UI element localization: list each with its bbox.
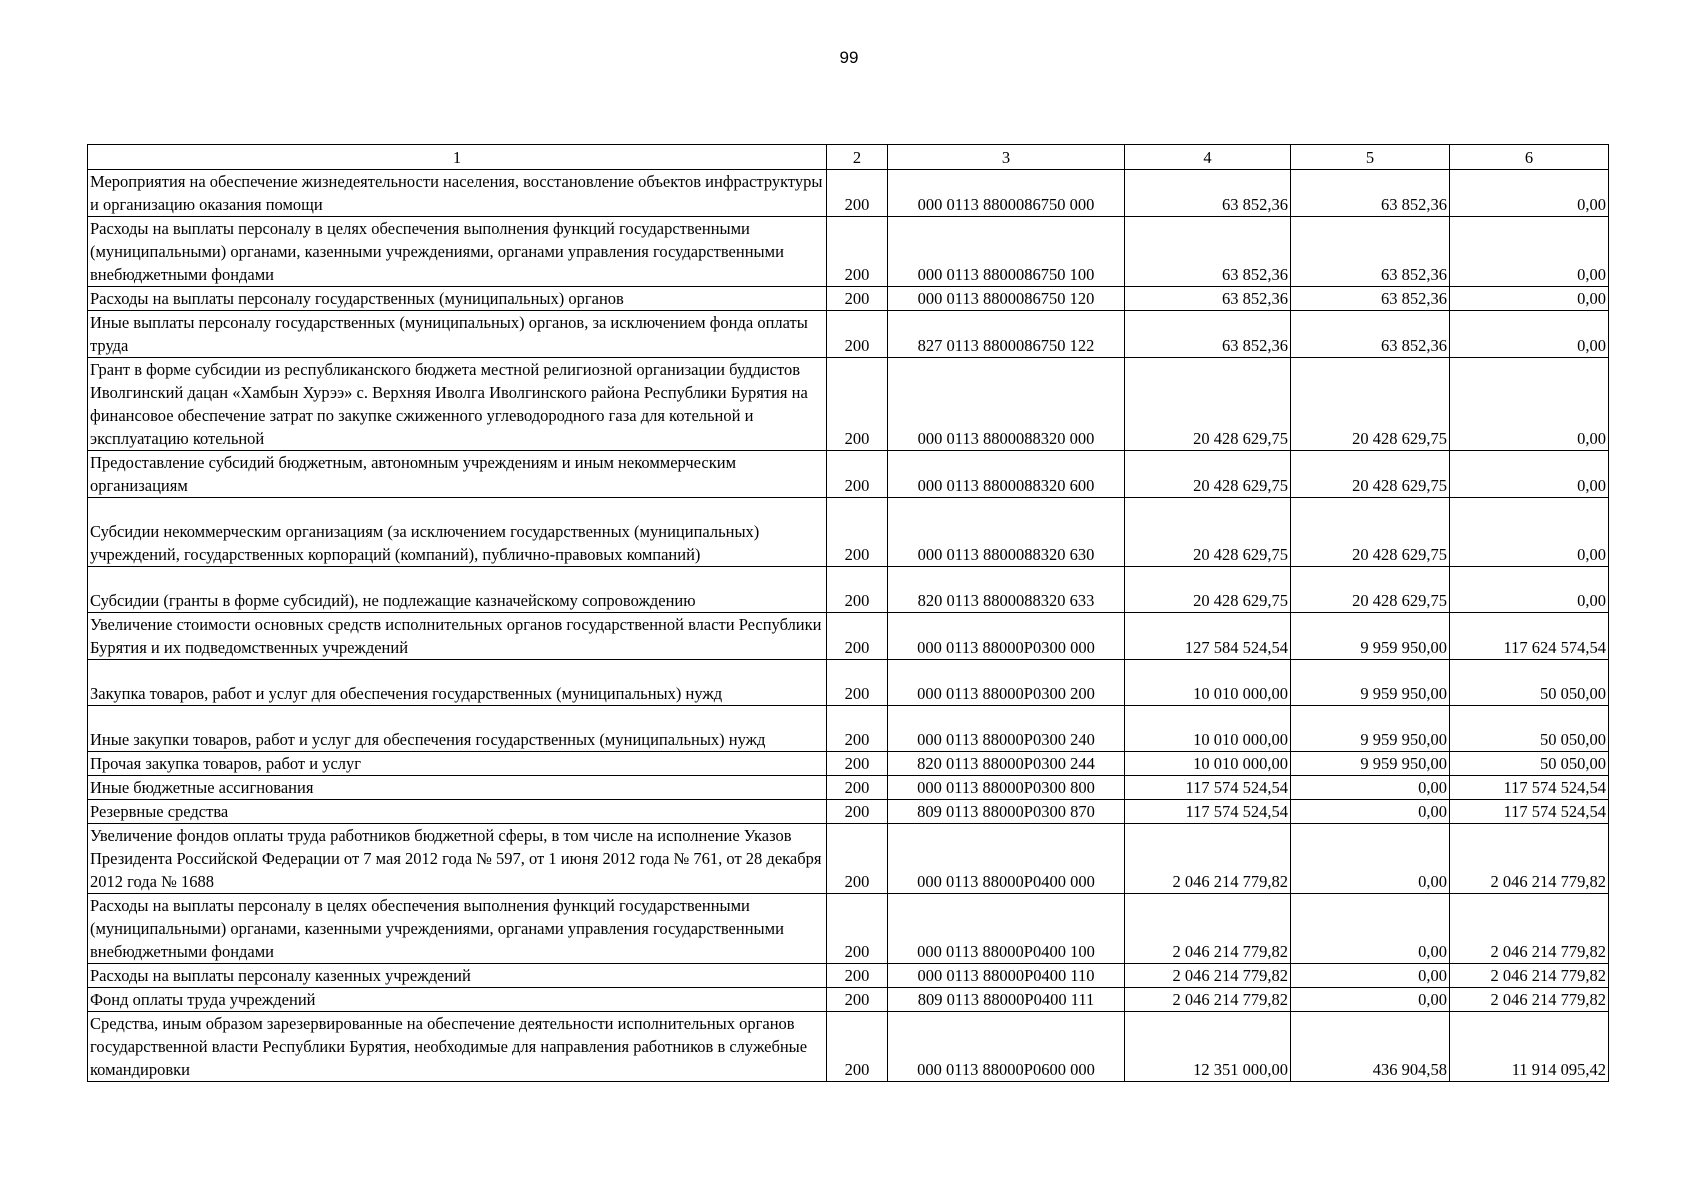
row-name-cell: Грант в форме субсидии из республиканского бюджета местной религиозной организации буддистов Иволгинский дацан «Хамбын Хурээ» с. Верхняя Иволга Иволгинского района Республики Бурятия на финансовое обеспечение затрат по закупке сжиженного углеводородного газа для котельной и эксплуатацию котельной [88, 358, 827, 451]
row-amount-approved-cell: 117 574 524,54 [1125, 776, 1291, 800]
row-admin-cell: 200 [827, 613, 888, 660]
row-name-cell: Иные бюджетные ассигнования [88, 776, 827, 800]
row-amount-remainder-cell: 0,00 [1450, 358, 1609, 451]
row-amount-approved-cell: 12 351 000,00 [1125, 1012, 1291, 1082]
row-code-cell: 000 0113 88000P0300 800 [888, 776, 1125, 800]
row-name-cell: Мероприятия на обеспечение жизнедеятельности населения, восстановление объектов инфраструктуры и организацию оказания помощи [88, 170, 827, 217]
column-header: 2 [827, 145, 888, 170]
row-amount-approved-cell: 63 852,36 [1125, 287, 1291, 311]
row-amount-executed-cell: 436 904,58 [1291, 1012, 1450, 1082]
row-amount-approved-cell: 2 046 214 779,82 [1125, 824, 1291, 894]
table-row [88, 613, 1609, 660]
row-code-cell: 000 0113 8800088320 600 [888, 451, 1125, 498]
page-number: 99 [839, 48, 859, 67]
column-header: 4 [1125, 145, 1291, 170]
row-amount-remainder-cell: 2 046 214 779,82 [1450, 988, 1609, 1012]
column-number-row [88, 145, 1609, 170]
row-amount-remainder-cell: 117 624 574,54 [1450, 613, 1609, 660]
column-header: 6 [1450, 145, 1609, 170]
row-amount-approved-cell: 10 010 000,00 [1125, 752, 1291, 776]
row-amount-approved-cell: 20 428 629,75 [1125, 358, 1291, 451]
row-amount-executed-cell: 0,00 [1291, 894, 1450, 964]
row-admin-cell: 200 [827, 824, 888, 894]
row-name-cell: Увеличение стоимости основных средств исполнительных органов государственной власти Республики Бурятия и их подведомственных учреждений [88, 613, 827, 660]
row-name-cell: Закупка товаров, работ и услуг для обеспечения государственных (муниципальных) нужд [88, 660, 827, 706]
row-code-cell: 820 0113 8800088320 633 [888, 567, 1125, 613]
table-row [88, 287, 1609, 311]
row-amount-remainder-cell: 50 050,00 [1450, 752, 1609, 776]
row-admin-cell: 200 [827, 1012, 888, 1082]
table-row [88, 170, 1609, 217]
row-admin-cell: 200 [827, 894, 888, 964]
column-header: 5 [1291, 145, 1450, 170]
table-row [88, 894, 1609, 964]
table-row [88, 752, 1609, 776]
row-amount-executed-cell: 0,00 [1291, 964, 1450, 988]
row-amount-remainder-cell: 0,00 [1450, 170, 1609, 217]
row-admin-cell: 200 [827, 660, 888, 706]
row-name-cell: Субсидии (гранты в форме субсидий), не подлежащие казначейскому сопровождению [88, 567, 827, 613]
row-code-cell: 000 0113 88000P0300 200 [888, 660, 1125, 706]
row-admin-cell: 200 [827, 358, 888, 451]
row-code-cell: 000 0113 8800088320 000 [888, 358, 1125, 451]
table-row [88, 706, 1609, 752]
row-code-cell: 000 0113 88000P0400 000 [888, 824, 1125, 894]
row-amount-executed-cell: 0,00 [1291, 800, 1450, 824]
table-row [88, 498, 1609, 567]
row-amount-approved-cell: 20 428 629,75 [1125, 451, 1291, 498]
row-admin-cell: 200 [827, 988, 888, 1012]
table-row [88, 1012, 1609, 1082]
budget-table [87, 144, 1609, 1082]
table-row [88, 660, 1609, 706]
row-amount-remainder-cell: 117 574 524,54 [1450, 776, 1609, 800]
row-amount-approved-cell: 2 046 214 779,82 [1125, 964, 1291, 988]
row-code-cell: 809 0113 88000P0300 870 [888, 800, 1125, 824]
row-amount-executed-cell: 20 428 629,75 [1291, 498, 1450, 567]
row-admin-cell: 200 [827, 170, 888, 217]
row-name-cell: Расходы на выплаты персоналу государственных (муниципальных) органов [88, 287, 827, 311]
row-amount-remainder-cell: 2 046 214 779,82 [1450, 824, 1609, 894]
row-amount-executed-cell: 0,00 [1291, 776, 1450, 800]
row-code-cell: 000 0113 88000P0600 000 [888, 1012, 1125, 1082]
row-amount-executed-cell: 9 959 950,00 [1291, 660, 1450, 706]
column-header: 1 [88, 145, 827, 170]
row-amount-executed-cell: 63 852,36 [1291, 287, 1450, 311]
row-admin-cell: 200 [827, 752, 888, 776]
row-name-cell: Увеличение фондов оплаты труда работников бюджетной сферы, в том числе на исполнение Указов Президента Российской Федерации от 7 мая 2012 года № 597, от 1 июня 2012 года № 761, от 28 декабря 2012 года № 1688 [88, 824, 827, 894]
row-name-cell: Субсидии некоммерческим организациям (за исключением государственных (муниципальных) учреждений, государственных корпораций (компаний), публично-правовых компаний) [88, 498, 827, 567]
row-code-cell: 820 0113 88000P0300 244 [888, 752, 1125, 776]
row-amount-executed-cell: 9 959 950,00 [1291, 706, 1450, 752]
table-row [88, 311, 1609, 358]
row-amount-approved-cell: 63 852,36 [1125, 217, 1291, 287]
row-amount-remainder-cell: 50 050,00 [1450, 660, 1609, 706]
row-amount-approved-cell: 10 010 000,00 [1125, 706, 1291, 752]
row-name-cell: Иные выплаты персоналу государственных (муниципальных) органов, за исключением фонда оплаты труда [88, 311, 827, 358]
row-amount-executed-cell: 9 959 950,00 [1291, 613, 1450, 660]
row-name-cell: Иные закупки товаров, работ и услуг для обеспечения государственных (муниципальных) нужд [88, 706, 827, 752]
row-amount-executed-cell: 63 852,36 [1291, 170, 1450, 217]
row-amount-approved-cell: 63 852,36 [1125, 311, 1291, 358]
row-admin-cell: 200 [827, 217, 888, 287]
row-amount-executed-cell: 0,00 [1291, 988, 1450, 1012]
row-name-cell: Расходы на выплаты персоналу казенных учреждений [88, 964, 827, 988]
row-code-cell: 000 0113 88000P0400 110 [888, 964, 1125, 988]
row-code-cell: 827 0113 8800086750 122 [888, 311, 1125, 358]
row-admin-cell: 200 [827, 800, 888, 824]
row-code-cell: 000 0113 8800086750 100 [888, 217, 1125, 287]
table-row [88, 964, 1609, 988]
row-amount-executed-cell: 20 428 629,75 [1291, 567, 1450, 613]
table-row [88, 776, 1609, 800]
row-code-cell: 000 0113 8800086750 000 [888, 170, 1125, 217]
row-code-cell: 000 0113 88000P0300 000 [888, 613, 1125, 660]
row-name-cell: Фонд оплаты труда учреждений [88, 988, 827, 1012]
row-amount-remainder-cell: 0,00 [1450, 567, 1609, 613]
row-admin-cell: 200 [827, 498, 888, 567]
table-row [88, 358, 1609, 451]
row-admin-cell: 200 [827, 706, 888, 752]
row-amount-remainder-cell: 2 046 214 779,82 [1450, 964, 1609, 988]
row-code-cell: 809 0113 88000P0400 111 [888, 988, 1125, 1012]
row-amount-remainder-cell: 0,00 [1450, 287, 1609, 311]
row-amount-remainder-cell: 0,00 [1450, 311, 1609, 358]
row-name-cell: Прочая закупка товаров, работ и услуг [88, 752, 827, 776]
row-amount-executed-cell: 9 959 950,00 [1291, 752, 1450, 776]
row-code-cell: 000 0113 88000P0300 240 [888, 706, 1125, 752]
row-amount-executed-cell: 63 852,36 [1291, 217, 1450, 287]
row-amount-remainder-cell: 0,00 [1450, 451, 1609, 498]
row-name-cell: Предоставление субсидий бюджетным, автономным учреждениям и иным некоммерческим организациям [88, 451, 827, 498]
row-amount-approved-cell: 117 574 524,54 [1125, 800, 1291, 824]
row-amount-executed-cell: 20 428 629,75 [1291, 358, 1450, 451]
row-admin-cell: 200 [827, 776, 888, 800]
table-row [88, 567, 1609, 613]
table-row [88, 217, 1609, 287]
table-row [88, 451, 1609, 498]
row-amount-remainder-cell: 0,00 [1450, 498, 1609, 567]
row-admin-cell: 200 [827, 287, 888, 311]
row-amount-approved-cell: 10 010 000,00 [1125, 660, 1291, 706]
row-admin-cell: 200 [827, 451, 888, 498]
row-amount-remainder-cell: 0,00 [1450, 217, 1609, 287]
row-name-cell: Расходы на выплаты персоналу в целях обеспечения выполнения функций государственными (муниципальными) органами, казенными учреждениями, органами управления государственными внебюджетными фондами [88, 217, 827, 287]
row-admin-cell: 200 [827, 567, 888, 613]
row-amount-remainder-cell: 117 574 524,54 [1450, 800, 1609, 824]
row-amount-remainder-cell: 11 914 095,42 [1450, 1012, 1609, 1082]
column-header: 3 [888, 145, 1125, 170]
table-row [88, 988, 1609, 1012]
row-code-cell: 000 0113 8800088320 630 [888, 498, 1125, 567]
row-name-cell: Средства, иным образом зарезервированные на обеспечение деятельности исполнительных органов государственной власти Республики Бурятия, необходимые для направления работников в служебные командировки [88, 1012, 827, 1082]
row-amount-approved-cell: 20 428 629,75 [1125, 567, 1291, 613]
row-amount-approved-cell: 2 046 214 779,82 [1125, 988, 1291, 1012]
row-amount-approved-cell: 127 584 524,54 [1125, 613, 1291, 660]
row-admin-cell: 200 [827, 964, 888, 988]
row-name-cell: Расходы на выплаты персоналу в целях обеспечения выполнения функций государственными (муниципальными) органами, казенными учреждениями, органами управления государственными внебюджетными фондами [88, 894, 827, 964]
row-amount-approved-cell: 63 852,36 [1125, 170, 1291, 217]
row-amount-remainder-cell: 2 046 214 779,82 [1450, 894, 1609, 964]
table-row [88, 800, 1609, 824]
row-amount-executed-cell: 0,00 [1291, 824, 1450, 894]
row-code-cell: 000 0113 88000P0400 100 [888, 894, 1125, 964]
row-admin-cell: 200 [827, 311, 888, 358]
table-row [88, 824, 1609, 894]
row-amount-executed-cell: 63 852,36 [1291, 311, 1450, 358]
row-amount-approved-cell: 20 428 629,75 [1125, 498, 1291, 567]
row-name-cell: Резервные средства [88, 800, 827, 824]
row-code-cell: 000 0113 8800086750 120 [888, 287, 1125, 311]
row-amount-remainder-cell: 50 050,00 [1450, 706, 1609, 752]
row-amount-executed-cell: 20 428 629,75 [1291, 451, 1450, 498]
row-amount-approved-cell: 2 046 214 779,82 [1125, 894, 1291, 964]
